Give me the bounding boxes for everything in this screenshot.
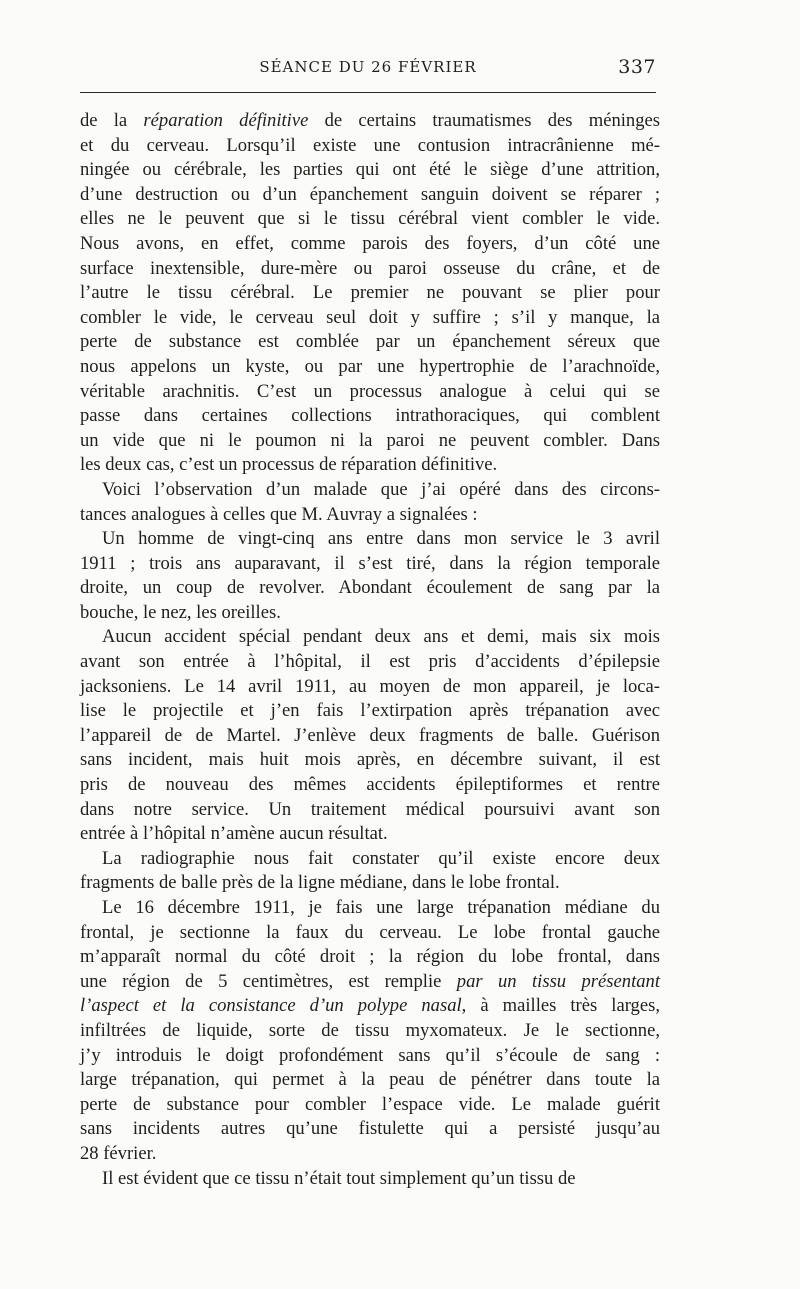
text-segment: large trépanation, qui permet à la peau de pénétrer dans toute la (80, 1069, 660, 1091)
text-segment: passe dans certaines collections intrathoraciques, qui comblent (80, 405, 660, 427)
text-segment: frontal, je sectionne la faux du cerveau. Le lobe frontal gauche (80, 921, 660, 943)
text-line (80, 207, 660, 232)
text-segment: l’autre le tissu cérébral. Le premier ne pouvant se plier pour (80, 282, 660, 304)
text-line (80, 355, 660, 380)
text-segment: Il est évident que ce tissu n’était tout simplement qu’un tissu de (102, 1167, 576, 1189)
text-line (80, 429, 660, 454)
text-segment: elles ne le peuvent que si le tissu cérébral vient combler le vide. (80, 208, 660, 230)
text-line (80, 798, 660, 823)
text-line (80, 921, 660, 946)
italic-text: réparation définitive (143, 110, 309, 131)
text-segment: perte de substance est comblée par un épanchement séreux que (80, 331, 660, 353)
text-line (80, 576, 660, 601)
text-segment: combler le vide, le cerveau seul doit y suffire ; s’il y manque, la (80, 306, 660, 328)
text-line (80, 1117, 660, 1142)
text-segment: , à mailles très larges, (461, 995, 660, 1017)
text-segment: m’apparaît normal du côté droit ; la région du lobe frontal, dans (80, 946, 660, 968)
header-rule (80, 92, 656, 93)
text-segment: les deux cas, c’est un processus de réparation définitive. (80, 454, 498, 476)
text-line (80, 1068, 660, 1093)
text-segment: 1911 ; trois ans auparavant, il s’est tiré, dans la région temporale (80, 552, 660, 574)
italic-text: l’aspect et la consistance d’un polype nasal (80, 995, 462, 1017)
text-segment: entrée à l’hôpital n’amène aucun résultat. (80, 823, 388, 845)
text-line (80, 404, 660, 429)
text-line (80, 773, 660, 798)
text-line (80, 699, 660, 724)
text-line (80, 330, 660, 355)
text-segment: un vide que ni le poumon ni la paroi ne peuvent combler. Dans (80, 429, 660, 451)
text-line (80, 625, 660, 650)
text-line (80, 748, 660, 773)
text-segment: sans incidents autres qu’une fistulette qui a persisté jusqu’au (80, 1118, 660, 1140)
text-line (80, 552, 660, 577)
text-line (80, 134, 660, 159)
text-segment: dans notre service. Un traitement médical poursuivi avant son (80, 798, 660, 820)
text-segment: surface inextensible, dure-mère ou paroi osseuse du crâne, et de (80, 257, 660, 279)
text-segment: l’appareil de de Martel. J’enlève deux fragments de balle. Guérison (80, 724, 660, 746)
text-line (80, 158, 660, 183)
text-segment: de certains traumatismes des méninges (308, 110, 661, 131)
text-segment: Un homme de vingt-cinq ans entre dans mon service le 3 avril (102, 528, 660, 550)
text-line (80, 601, 660, 626)
text-line (80, 871, 660, 896)
text-segment: perte de substance pour combler l’espace vide. Le malade guérit (80, 1093, 660, 1115)
text-segment: Voici l’observation d’un malade que j’ai opéré dans des circons- (102, 478, 660, 500)
text-line (80, 478, 660, 503)
text-line (80, 675, 660, 700)
text-line (80, 257, 660, 282)
text-segment: sans incident, mais huit mois après, en décembre suivant, il est (80, 749, 660, 771)
text-segment: véritable arachnitis. C’est un processus analogue à celui qui se (80, 380, 660, 402)
text-segment: pris de nouveau des mêmes accidents épileptiformes et rentre (80, 774, 660, 796)
text-line (80, 945, 660, 970)
text-segment: 28 février. (80, 1142, 157, 1164)
text-line (80, 453, 660, 478)
text-line (80, 1142, 660, 1167)
text-line (80, 1167, 660, 1192)
text-line (80, 232, 660, 257)
text-line (80, 281, 660, 306)
text-line (80, 650, 660, 675)
text-line (80, 183, 660, 208)
text-segment: fragments de balle près de la ligne médiane, dans le lobe frontal. (80, 872, 560, 894)
text-line (80, 527, 660, 552)
text-segment: infiltrées de liquide, sorte de tissu myxomateux. Je le sectionne, (80, 1019, 660, 1041)
text-line (80, 1093, 660, 1118)
text-segment: Le 16 décembre 1911, je fais une large trépanation médiane du (102, 897, 660, 918)
running-title: SÉANCE DU 26 FÉVRIER (259, 58, 477, 76)
text-segment: nous appelons un kyste, ou par une hypertrophie de l’arachnoïde, (80, 355, 660, 377)
text-line (80, 896, 660, 921)
text-segment: tances analogues à celles que M. Auvray a signalées : (80, 503, 478, 525)
italic-text: par un tissu présentant (456, 970, 660, 992)
body-text (80, 109, 660, 1191)
text-line (80, 970, 660, 995)
text-line (80, 994, 660, 1019)
text-segment: Aucun accident spécial pendant deux ans et demi, mais six mois (102, 626, 660, 648)
text-segment: bouche, le nez, les oreilles. (80, 601, 281, 623)
text-segment: ningée ou cérébrale, les parties qui ont été le siège d’une attrition, (80, 159, 660, 181)
text-segment: de la (80, 110, 144, 131)
text-line (80, 724, 660, 749)
text-segment: La radiographie nous fait constater qu’il existe encore deux (102, 847, 660, 869)
text-segment: et du cerveau. Lorsqu’il existe une contusion intracrânienne mé- (80, 134, 660, 156)
text-line (80, 822, 660, 847)
text-line (80, 1044, 660, 1069)
text-segment: lise le projectile et j’en fais l’extirpation après trépanation avec (80, 700, 660, 722)
text-segment: droite, un coup de revolver. Abondant écoulement de sang par la (80, 577, 660, 599)
page-number: 337 (618, 56, 656, 78)
text-line (80, 1019, 660, 1044)
text-line (80, 109, 660, 134)
text-segment: j’y introduis le doigt profondément sans qu’il s’écoule de sang : (80, 1044, 660, 1066)
text-line (80, 380, 660, 405)
text-segment: une région de 5 centimètres, est remplie (80, 970, 457, 992)
running-header (80, 56, 656, 80)
text-line (80, 847, 660, 872)
text-line (80, 306, 660, 331)
text-line (80, 503, 660, 528)
text-segment: jacksoniens. Le 14 avril 1911, au moyen de mon appareil, je loca- (80, 675, 660, 697)
text-segment: Nous avons, en effet, comme parois des foyers, d’un côté une (80, 232, 660, 254)
text-segment: avant son entrée à l’hôpital, il est pris d’accidents d’épilepsie (80, 651, 660, 673)
text-segment: d’une destruction ou d’un épanchement sanguin doivent se réparer ; (80, 183, 660, 205)
